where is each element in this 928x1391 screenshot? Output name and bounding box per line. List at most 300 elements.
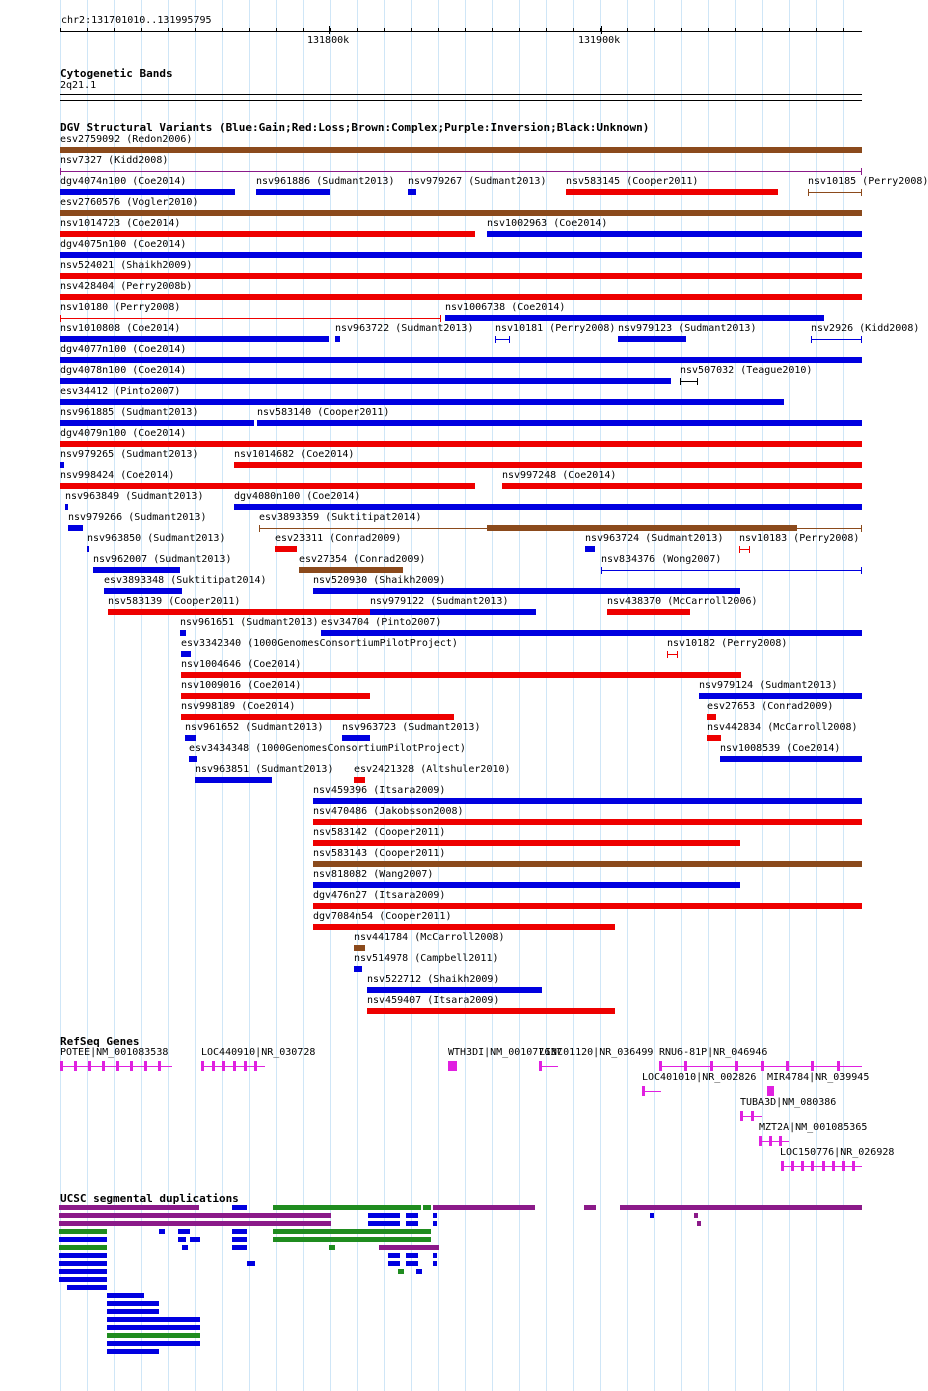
ruler-tick-label-131900k: 131900k	[578, 35, 621, 46]
gene-label: MIR4784|NR_039945	[767, 1072, 870, 1083]
ruler-minor-tick	[573, 28, 574, 32]
ruler-minor-tick	[735, 28, 736, 32]
ruler-minor-tick	[222, 28, 223, 32]
variant-label: nsv962007 (Sudmant2013)	[93, 554, 232, 565]
segdup-block[interactable]	[107, 1333, 200, 1338]
variant-label: nsv961886 (Sudmant2013)	[256, 176, 395, 187]
grid-line	[519, 0, 520, 1391]
segdup-block[interactable]	[388, 1261, 400, 1266]
region-label: chr2:131701010..131995795	[61, 15, 212, 26]
variant-label: nsv583142 (Cooper2011)	[313, 827, 446, 838]
segdup-block[interactable]	[329, 1245, 335, 1250]
variant-end-cap	[60, 168, 61, 175]
variant-label: nsv1010808 (Coe2014)	[60, 323, 181, 334]
segdup-block[interactable]	[59, 1213, 331, 1218]
variant-bar[interactable]	[108, 609, 370, 615]
variant-bar[interactable]	[342, 735, 370, 741]
segdup-block[interactable]	[59, 1229, 107, 1234]
gene-exon[interactable]	[539, 1061, 542, 1071]
variant-bar[interactable]	[707, 714, 716, 720]
grid-line	[411, 0, 412, 1391]
gene-exon[interactable]	[144, 1061, 147, 1071]
gene-exon[interactable]	[710, 1061, 713, 1071]
variant-bar[interactable]	[720, 756, 862, 762]
variant-bar[interactable]	[60, 357, 862, 363]
variant-bar[interactable]	[566, 189, 778, 195]
segdup-block[interactable]	[59, 1253, 107, 1258]
grid-line	[492, 0, 493, 1391]
variant-label: esv27653 (Conrad2009)	[707, 701, 834, 712]
variant-label: esv3893348 (Suktitipat2014)	[104, 575, 267, 586]
variant-label: nsv428404 (Perry2008b)	[60, 281, 193, 292]
variant-bar[interactable]	[313, 840, 740, 846]
variant-label: esv3342340 (1000GenomesConsortiumPilotProject)	[181, 638, 458, 649]
variant-label: nsv470486 (Jakobsson2008)	[313, 806, 464, 817]
variant-bar[interactable]	[808, 192, 862, 193]
variant-bar[interactable]	[313, 861, 862, 867]
variant-bar[interactable]	[495, 339, 510, 340]
variant-label: dgv476n27 (Itsara2009)	[313, 890, 446, 901]
variant-bar[interactable]	[181, 714, 454, 720]
variant-bar[interactable]	[234, 462, 862, 468]
grid-line	[60, 0, 61, 1391]
variant-bar[interactable]	[60, 462, 64, 468]
segdup-block[interactable]	[190, 1237, 200, 1242]
variant-bar[interactable]	[104, 588, 182, 594]
variant-bar[interactable]	[60, 483, 475, 489]
gene-exon[interactable]	[842, 1161, 845, 1171]
gene-exon[interactable]	[684, 1061, 687, 1071]
gene-exon[interactable]	[759, 1136, 762, 1146]
segdup-block[interactable]	[59, 1261, 107, 1266]
segdup-block[interactable]	[107, 1317, 200, 1322]
variant-end-cap	[811, 336, 812, 343]
grid-line	[600, 0, 601, 1391]
variant-bar[interactable]	[354, 945, 365, 951]
segdup-block[interactable]	[59, 1221, 331, 1226]
segdup-block[interactable]	[433, 1205, 535, 1210]
variant-bar[interactable]	[601, 570, 862, 571]
segdup-block[interactable]	[178, 1229, 190, 1234]
variant-label: esv3893359 (Suktitipat2014)	[259, 512, 422, 523]
variant-bar[interactable]	[680, 381, 698, 382]
variant-label: dgv4075n100 (Coe2014)	[60, 239, 187, 250]
variant-bar[interactable]	[313, 924, 615, 930]
ruler-major-tick	[601, 26, 602, 34]
variant-end-cap	[601, 567, 602, 574]
variant-bar[interactable]	[189, 756, 197, 762]
gene-exon[interactable]	[254, 1061, 257, 1071]
gene-exon[interactable]	[244, 1061, 247, 1071]
segdup-block[interactable]	[423, 1205, 431, 1210]
variant-label: nsv520930 (Shaikh2009)	[313, 575, 446, 586]
segdup-block[interactable]	[232, 1205, 247, 1210]
variant-label: nsv979265 (Sudmant2013)	[60, 449, 199, 460]
ruler-minor-tick	[465, 28, 466, 32]
ruler-minor-tick	[789, 28, 790, 32]
variant-bar[interactable]	[367, 1008, 615, 1014]
variant-bar[interactable]	[181, 672, 741, 678]
variant-label: nsv10180 (Perry2008)	[60, 302, 181, 313]
variant-label: nsv1006738 (Coe2014)	[445, 302, 566, 313]
segdup-block[interactable]	[406, 1213, 418, 1218]
gene-exon[interactable]	[832, 1161, 835, 1171]
variant-label: nsv7327 (Kidd2008)	[60, 155, 169, 166]
gene-exon[interactable]	[767, 1086, 774, 1096]
variant-bar[interactable]	[313, 882, 740, 888]
ruler-minor-tick	[762, 28, 763, 32]
segdup-block[interactable]	[433, 1261, 437, 1266]
segdup-block[interactable]	[107, 1293, 144, 1298]
variant-end-cap	[440, 315, 441, 322]
gene-exon[interactable]	[761, 1061, 764, 1071]
segdup-block[interactable]	[433, 1213, 437, 1218]
ruler-minor-tick	[843, 28, 844, 32]
segdup-block[interactable]	[107, 1309, 159, 1314]
gene-label: POTEE|NM_001083538	[60, 1047, 169, 1058]
ruler-minor-tick	[627, 28, 628, 32]
gene-exon[interactable]	[811, 1161, 814, 1171]
variant-bar[interactable]	[502, 483, 862, 489]
segdup-block[interactable]	[406, 1253, 418, 1258]
cytoband-bar-bottom	[60, 100, 862, 101]
variant-bar[interactable]	[487, 525, 797, 531]
segdup-block[interactable]	[694, 1213, 698, 1218]
grid-line	[465, 0, 466, 1391]
variant-label: nsv963722 (Sudmant2013)	[335, 323, 474, 334]
variant-label: nsv979267 (Sudmant2013)	[408, 176, 547, 187]
gene-label: RNU6-81P|NR_046946	[659, 1047, 768, 1058]
variant-bar[interactable]	[60, 336, 329, 342]
variant-bar[interactable]	[60, 189, 235, 195]
variant-label: nsv979124 (Sudmant2013)	[699, 680, 838, 691]
gene-exon[interactable]	[659, 1061, 662, 1071]
variant-bar[interactable]	[354, 777, 365, 783]
segdup-block[interactable]	[388, 1253, 400, 1258]
variant-bar[interactable]	[60, 171, 862, 172]
variant-bar[interactable]	[370, 609, 536, 615]
variant-bar[interactable]	[60, 318, 441, 319]
variant-label: dgv7084n54 (Cooper2011)	[313, 911, 452, 922]
segdup-block[interactable]	[107, 1325, 200, 1330]
segdup-block[interactable]	[247, 1261, 255, 1266]
segdup-block[interactable]	[159, 1229, 165, 1234]
grid-line	[141, 0, 142, 1391]
variant-label: nsv979122 (Sudmant2013)	[370, 596, 509, 607]
segdup-block[interactable]	[273, 1237, 431, 1242]
variant-label: nsv583143 (Cooper2011)	[313, 848, 446, 859]
variant-bar[interactable]	[335, 336, 340, 342]
gene-exon[interactable]	[158, 1061, 161, 1071]
variant-bar[interactable]	[313, 903, 862, 909]
grid-line	[681, 0, 682, 1391]
variant-end-cap	[259, 525, 260, 532]
segdup-block[interactable]	[620, 1205, 862, 1210]
variant-end-cap	[677, 651, 678, 658]
variant-bar[interactable]	[367, 987, 542, 993]
gene-intron-line	[759, 1141, 789, 1142]
gene-label: LOC401010|NR_002826	[642, 1072, 757, 1083]
variant-label: nsv963723 (Sudmant2013)	[342, 722, 481, 733]
variant-bar[interactable]	[87, 546, 89, 552]
gene-exon[interactable]	[201, 1061, 204, 1071]
variant-end-cap	[509, 336, 510, 343]
grid-line	[87, 0, 88, 1391]
variant-end-cap	[861, 189, 862, 196]
segdup-block[interactable]	[59, 1205, 199, 1210]
variant-bar[interactable]	[60, 441, 862, 447]
variant-label: nsv459396 (Itsara2009)	[313, 785, 446, 796]
ruler-minor-tick	[60, 28, 61, 32]
gene-exon[interactable]	[811, 1061, 814, 1071]
variant-label: nsv961652 (Sudmant2013)	[185, 722, 324, 733]
gene-label: WTH3DI|NM_001077637	[448, 1047, 563, 1058]
variant-label: nsv10185 (Perry2008)	[808, 176, 928, 187]
segdup-block[interactable]	[59, 1237, 107, 1242]
gene-exon[interactable]	[781, 1161, 784, 1171]
variant-bar[interactable]	[585, 546, 595, 552]
gene-exon[interactable]	[837, 1061, 840, 1071]
variant-bar[interactable]	[275, 546, 297, 552]
variant-label: dgv4078n100 (Coe2014)	[60, 365, 187, 376]
cytoband-label: 2q21.1	[60, 80, 97, 91]
variant-label: nsv442834 (McCarroll2008)	[707, 722, 858, 733]
segdup-block[interactable]	[416, 1269, 422, 1274]
variant-label: nsv583139 (Cooper2011)	[108, 596, 241, 607]
gene-exon[interactable]	[852, 1161, 855, 1171]
segdup-block[interactable]	[273, 1205, 421, 1210]
segdup-block[interactable]	[398, 1269, 404, 1274]
segdup-block[interactable]	[182, 1245, 188, 1250]
segdup-block[interactable]	[232, 1237, 247, 1242]
variant-label: nsv2926 (Kidd2008)	[811, 323, 920, 334]
segdup-block[interactable]	[232, 1229, 247, 1234]
ruler-minor-tick	[357, 28, 358, 32]
variant-bar[interactable]	[313, 819, 862, 825]
variant-bar[interactable]	[313, 798, 862, 804]
gene-exon[interactable]	[769, 1136, 772, 1146]
variant-end-cap	[495, 336, 496, 343]
variant-bar[interactable]	[93, 567, 180, 573]
variant-bar[interactable]	[257, 420, 862, 426]
variant-label: nsv459407 (Itsara2009)	[367, 995, 500, 1006]
variant-bar[interactable]	[354, 966, 362, 972]
segdup-block[interactable]	[368, 1213, 400, 1218]
gene-label: LOC150776|NR_026928	[780, 1147, 895, 1158]
variant-bar[interactable]	[607, 609, 690, 615]
gene-exon[interactable]	[779, 1136, 782, 1146]
grid-line	[168, 0, 169, 1391]
track-title-refseq[interactable]: RefSeq Genes	[60, 1035, 140, 1048]
gene-label: MZT2A|NM_001085365	[759, 1122, 868, 1133]
variant-end-cap	[861, 567, 862, 574]
gene-exon[interactable]	[212, 1061, 215, 1071]
track-title-segdup[interactable]: UCSC segmental duplications	[60, 1192, 239, 1205]
gene-label: TUBA3D|NM_080386	[740, 1097, 837, 1108]
variant-bar[interactable]	[313, 588, 740, 594]
gene-exon[interactable]	[735, 1061, 738, 1071]
variant-label: nsv1004646 (Coe2014)	[181, 659, 302, 670]
ruler-minor-tick	[411, 28, 412, 32]
gene-exon[interactable]	[791, 1161, 794, 1171]
variant-bar[interactable]	[60, 294, 862, 300]
variant-label: nsv997248 (Coe2014)	[502, 470, 617, 481]
variant-bar[interactable]	[185, 735, 196, 741]
gene-exon[interactable]	[74, 1061, 77, 1071]
variant-bar[interactable]	[321, 630, 862, 636]
variant-label: nsv963724 (Sudmant2013)	[585, 533, 724, 544]
gene-label: LINC01120|NR_036499	[539, 1047, 654, 1058]
gene-exon[interactable]	[740, 1111, 743, 1121]
variant-label: nsv961885 (Sudmant2013)	[60, 407, 199, 418]
variant-label: nsv583145 (Cooper2011)	[566, 176, 699, 187]
variant-label: nsv441784 (McCarroll2008)	[354, 932, 505, 943]
variant-bar[interactable]	[195, 777, 272, 783]
variant-bar[interactable]	[65, 504, 68, 510]
ruler-minor-tick	[114, 28, 115, 32]
variant-bar[interactable]	[60, 231, 475, 237]
variant-end-cap	[861, 168, 862, 175]
variant-label: nsv818082 (Wang2007)	[313, 869, 434, 880]
segdup-block[interactable]	[433, 1221, 437, 1226]
segdup-block[interactable]	[59, 1245, 107, 1250]
variant-bar[interactable]	[445, 315, 824, 321]
variant-bar[interactable]	[60, 399, 784, 405]
segdup-block[interactable]	[232, 1245, 247, 1250]
variant-bar[interactable]	[68, 525, 83, 531]
variant-label: nsv963849 (Sudmant2013)	[65, 491, 204, 502]
variant-bar[interactable]	[811, 339, 862, 340]
ruler-minor-tick	[330, 28, 331, 32]
variant-label: esv34704 (Pinto2007)	[321, 617, 442, 628]
segdup-block[interactable]	[650, 1213, 654, 1218]
variant-label: nsv979123 (Sudmant2013)	[618, 323, 757, 334]
gene-exon[interactable]	[88, 1061, 91, 1071]
segdup-block[interactable]	[406, 1221, 418, 1226]
segdup-block[interactable]	[67, 1285, 107, 1290]
segdup-block[interactable]	[584, 1205, 596, 1210]
variant-bar[interactable]	[60, 378, 671, 384]
variant-bar[interactable]	[699, 693, 862, 699]
gene-exon[interactable]	[116, 1061, 119, 1071]
variant-bar[interactable]	[299, 567, 403, 573]
variant-end-cap	[667, 651, 668, 658]
gene-exon[interactable]	[801, 1161, 804, 1171]
grid-line	[384, 0, 385, 1391]
variant-label: dgv4080n100 (Coe2014)	[234, 491, 361, 502]
grid-line	[627, 0, 628, 1391]
variant-bar[interactable]	[408, 189, 416, 195]
variant-bar[interactable]	[180, 630, 186, 636]
variant-label: nsv998189 (Coe2014)	[181, 701, 296, 712]
ruler-minor-tick	[303, 28, 304, 32]
variant-label: nsv998424 (Coe2014)	[60, 470, 175, 481]
gene-exon[interactable]	[786, 1061, 789, 1071]
variant-label: esv2760576 (Vogler2010)	[60, 197, 199, 208]
segdup-block[interactable]	[368, 1221, 400, 1226]
segdup-block[interactable]	[59, 1269, 107, 1274]
segdup-block[interactable]	[107, 1341, 200, 1346]
gene-exon[interactable]	[822, 1161, 825, 1171]
variant-label: dgv4074n100 (Coe2014)	[60, 176, 187, 187]
variant-label: nsv1014682 (Coe2014)	[234, 449, 355, 460]
ruler-minor-tick	[249, 28, 250, 32]
grid-line	[654, 0, 655, 1391]
segdup-block[interactable]	[178, 1237, 186, 1242]
variant-label: nsv507032 (Teague2010)	[680, 365, 813, 376]
variant-bar[interactable]	[60, 147, 862, 153]
ruler-minor-tick	[546, 28, 547, 32]
variant-bar[interactable]	[181, 693, 370, 699]
variant-end-cap	[60, 315, 61, 322]
gene-exon[interactable]	[130, 1061, 133, 1071]
variant-label: nsv10181 (Perry2008)	[495, 323, 616, 334]
variant-label: nsv1014723 (Coe2014)	[60, 218, 181, 229]
gene-exon[interactable]	[233, 1061, 236, 1071]
ruler-minor-tick	[384, 28, 385, 32]
variant-bar[interactable]	[487, 231, 862, 237]
variant-label: nsv1008539 (Coe2014)	[720, 743, 841, 754]
variant-end-cap	[749, 546, 750, 553]
variant-label: nsv1002963 (Coe2014)	[487, 218, 608, 229]
ruler-minor-tick	[654, 28, 655, 32]
gene-exon[interactable]	[751, 1111, 754, 1121]
variant-bar[interactable]	[60, 420, 254, 426]
variant-label: nsv522712 (Shaikh2009)	[367, 974, 500, 985]
ruler-major-tick	[329, 26, 330, 34]
variant-bar[interactable]	[60, 273, 862, 279]
variant-label: esv23311 (Conrad2009)	[275, 533, 402, 544]
ruler-minor-tick	[816, 28, 817, 32]
segdup-block[interactable]	[433, 1253, 437, 1258]
variant-bar[interactable]	[181, 651, 191, 657]
segdup-block[interactable]	[59, 1277, 107, 1282]
gene-exon[interactable]	[102, 1061, 105, 1071]
segdup-block[interactable]	[107, 1301, 159, 1306]
variant-bar[interactable]	[256, 189, 330, 195]
gene-exon[interactable]	[642, 1086, 645, 1096]
variant-end-cap	[680, 378, 681, 385]
variant-bar[interactable]	[618, 336, 686, 342]
segdup-block[interactable]	[406, 1261, 418, 1266]
ruler-minor-tick	[87, 28, 88, 32]
ruler-minor-tick	[438, 28, 439, 32]
variant-label: nsv514978 (Campbell2011)	[354, 953, 499, 964]
variant-label: esv27354 (Conrad2009)	[299, 554, 426, 565]
track-title-dgv[interactable]: DGV Structural Variants (Blue:Gain;Red:Loss;Brown:Complex;Purple:Inversion;Black:Unknown)	[60, 121, 650, 134]
grid-line	[114, 0, 115, 1391]
ruler-minor-tick	[492, 28, 493, 32]
gene-exon[interactable]	[222, 1061, 225, 1071]
segdup-block[interactable]	[273, 1229, 431, 1234]
variant-bar[interactable]	[707, 735, 721, 741]
variant-label: dgv4077n100 (Coe2014)	[60, 344, 187, 355]
variant-label: dgv4079n100 (Coe2014)	[60, 428, 187, 439]
gene-exon[interactable]	[448, 1061, 457, 1071]
variant-label: nsv961651 (Sudmant2013)	[180, 617, 319, 628]
segdup-block[interactable]	[379, 1245, 439, 1250]
ruler-minor-tick	[195, 28, 196, 32]
variant-bar[interactable]	[60, 252, 862, 258]
segdup-block[interactable]	[107, 1349, 159, 1354]
variant-bar[interactable]	[234, 504, 862, 510]
variant-label: nsv524021 (Shaikh2009)	[60, 260, 193, 271]
track-title-cytobands[interactable]: Cytogenetic Bands	[60, 67, 173, 80]
variant-bar[interactable]	[60, 210, 862, 216]
segdup-block[interactable]	[697, 1221, 701, 1226]
ruler-minor-tick	[276, 28, 277, 32]
gene-exon[interactable]	[60, 1061, 63, 1071]
